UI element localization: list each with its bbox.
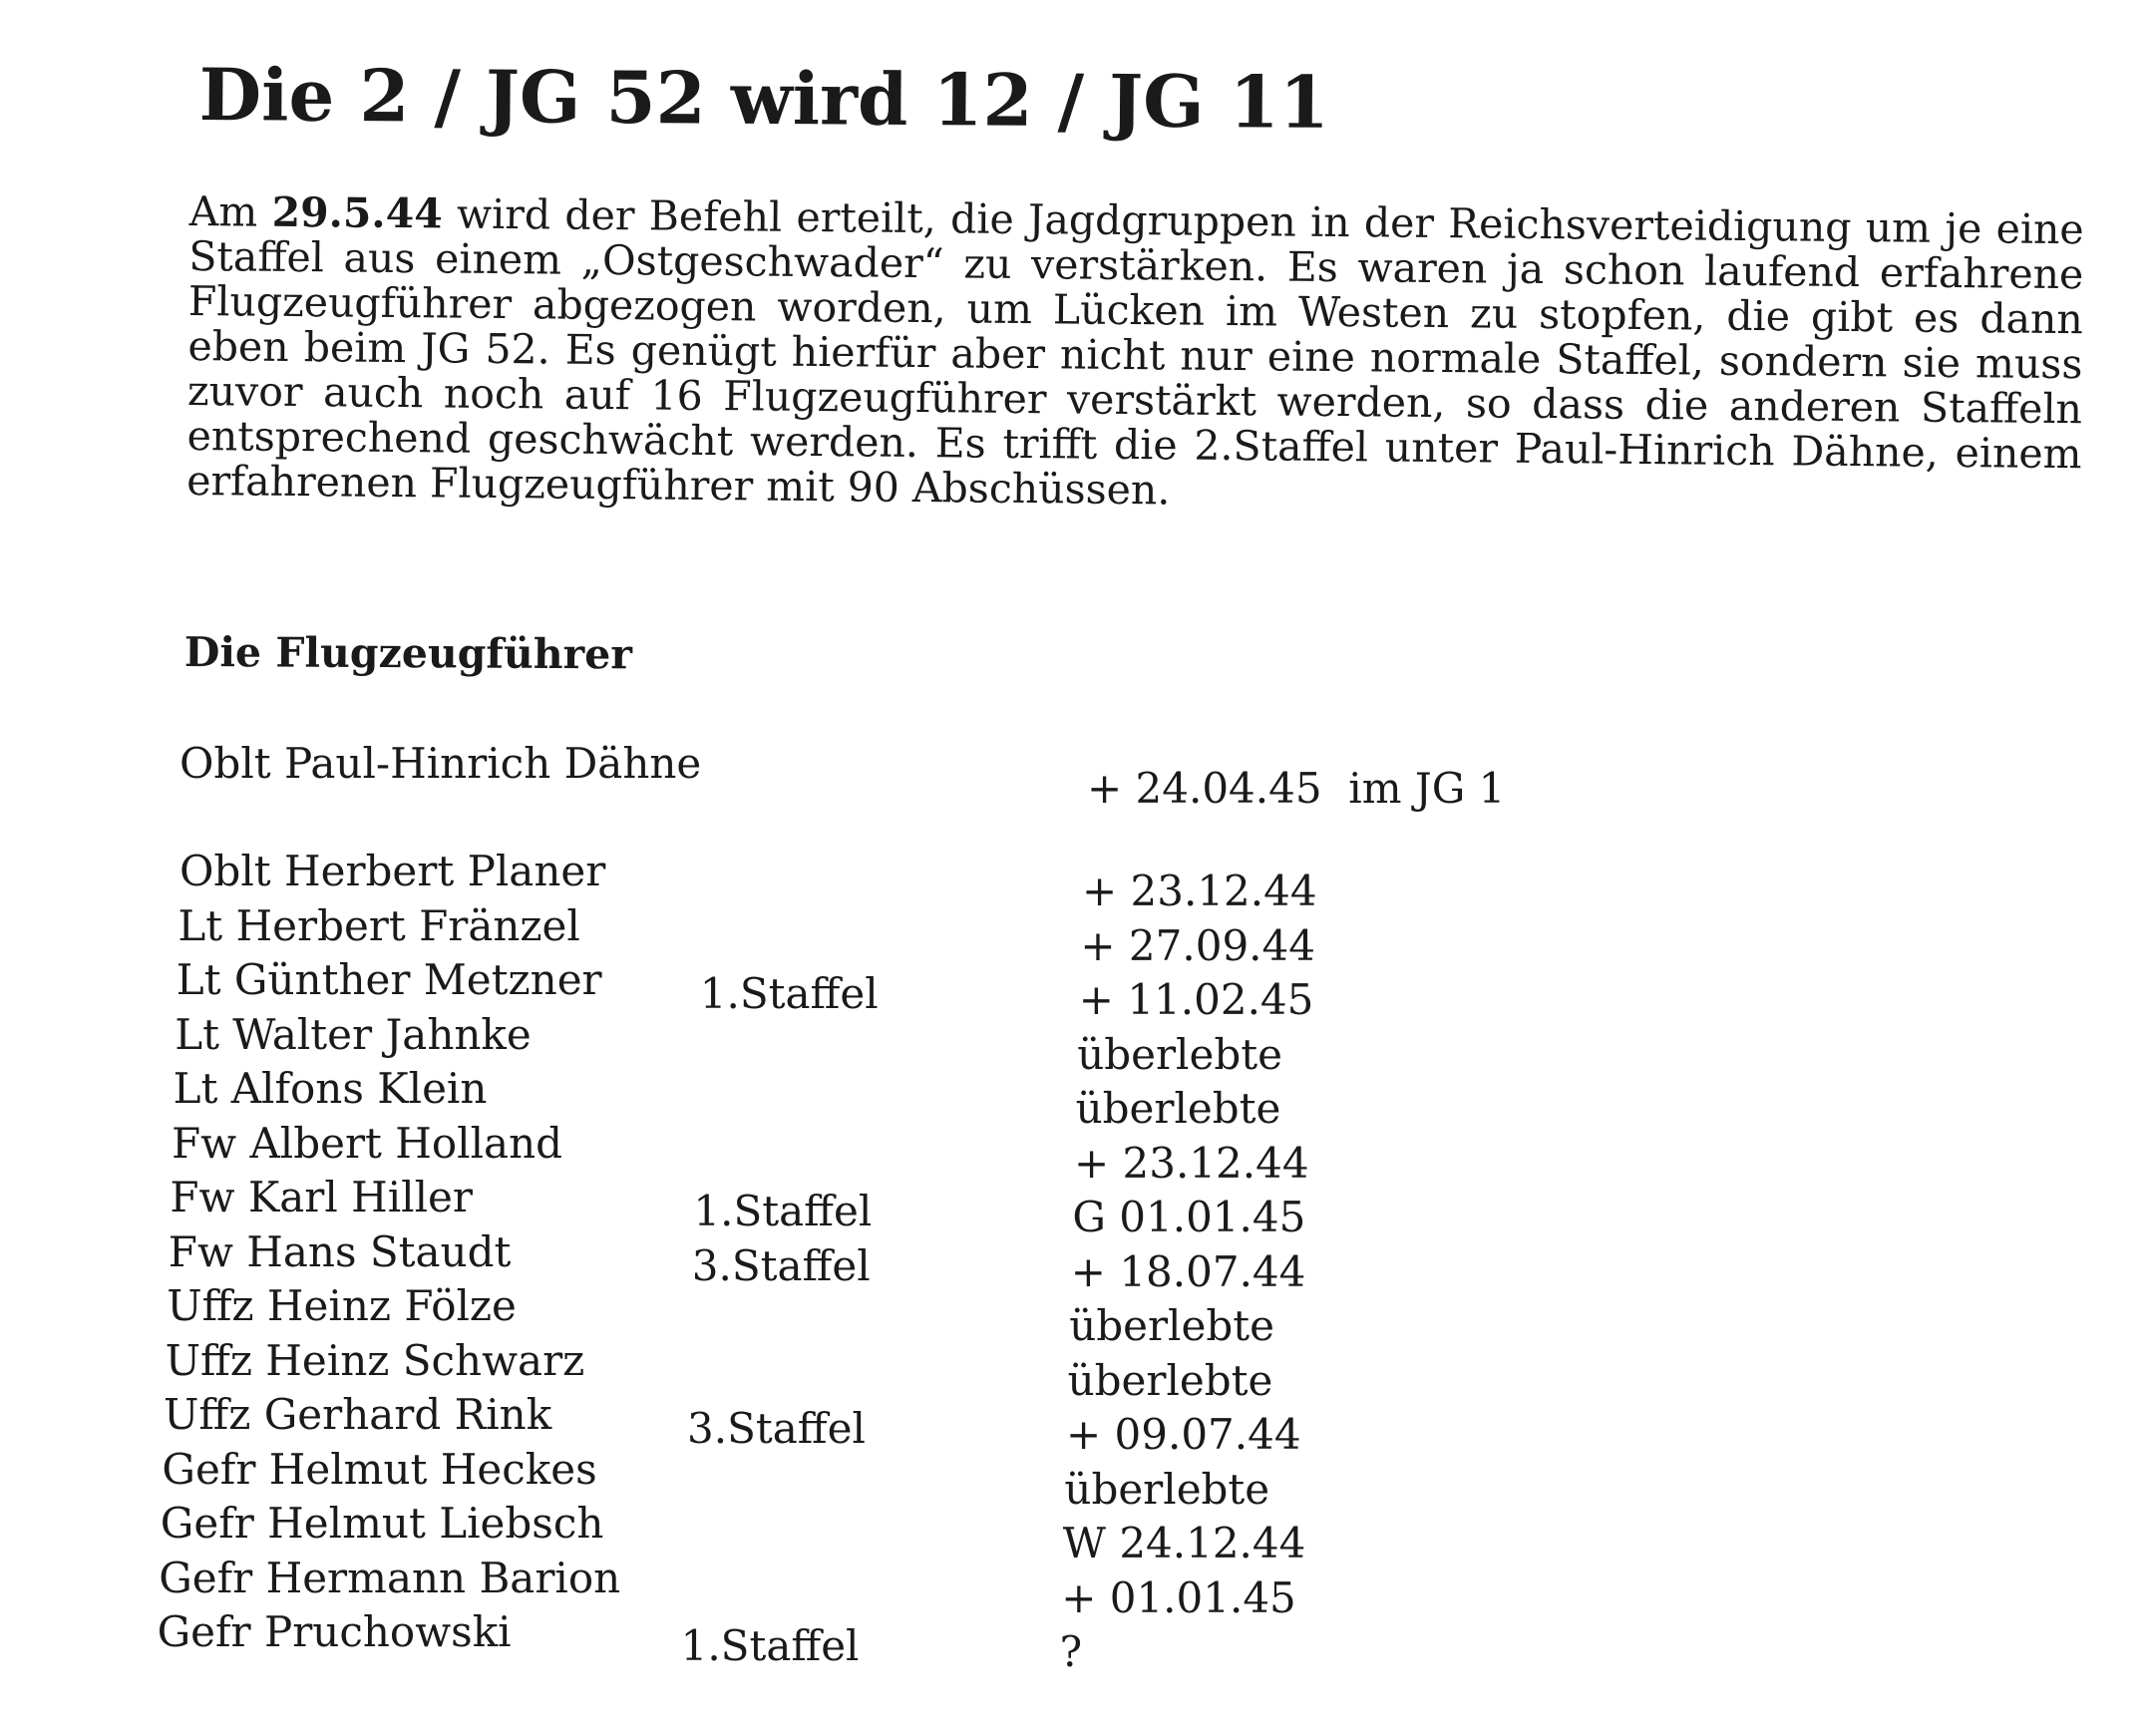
pilot-name: Gefr Helmut Heckes xyxy=(162,1444,597,1494)
pilot-fate: + 27.09.44 xyxy=(1080,920,1315,970)
pilot-fate: + 11.02.45 xyxy=(1078,975,1314,1024)
pilot-name: Gefr Hermann Barion xyxy=(159,1553,621,1602)
pilot-name: Gefr Pruchowski xyxy=(157,1607,512,1656)
pilot-name: Fw Hans Staudt xyxy=(168,1226,512,1276)
pilot-staffel: 3.Staffel xyxy=(687,1404,866,1453)
pilot-name: Uffz Gerhard Rink xyxy=(164,1390,552,1439)
pilot-fate: überlebte xyxy=(1075,1084,1281,1133)
pilot-staffel: 1.Staffel xyxy=(693,1187,873,1235)
pilot-fate: überlebte xyxy=(1067,1355,1273,1405)
pilot-name: Lt Alfons Klein xyxy=(173,1064,488,1113)
pilot-staffel: 3.Staffel xyxy=(691,1240,871,1290)
pilot-fate: überlebte xyxy=(1064,1464,1270,1514)
pilot-fate: + 09.07.44 xyxy=(1066,1410,1301,1459)
pilot-fate: überlebte xyxy=(1077,1029,1282,1079)
intro-paragraph xyxy=(186,189,2084,521)
pilot-fate: W 24.12.44 xyxy=(1062,1519,1306,1567)
pilot-name: Uffz Heinz Fölze xyxy=(167,1281,517,1330)
intro-date: 29.5.44 xyxy=(271,187,443,238)
pilot-fate: überlebte xyxy=(1069,1301,1274,1350)
pilot-name: Fw Karl Hiller xyxy=(170,1173,473,1221)
pilot-name: Lt Herbert Fränzel xyxy=(178,900,580,950)
pilot-name: Fw Albert Holland xyxy=(172,1118,563,1168)
pilots-heading: Die Flugzeugführer xyxy=(183,628,633,679)
pilot-fate: + 23.12.44 xyxy=(1074,1138,1309,1188)
pilot-fate: + 01.01.45 xyxy=(1061,1572,1296,1622)
pilot-staffel: 1.Staffel xyxy=(680,1621,860,1670)
leader-fate-cell xyxy=(1087,764,1506,813)
leader-name: Oblt Paul-Hinrich Dähne xyxy=(179,739,702,788)
pilot-name: Lt Günther Metzner xyxy=(176,955,602,1004)
pilot-name: Lt Walter Jahnke xyxy=(175,1009,532,1059)
pilot-name: Gefr Helmut Liebsch xyxy=(160,1499,604,1548)
pilot-fate: ? xyxy=(1059,1627,1083,1676)
intro-lead: Am xyxy=(188,187,272,236)
leader-fate: + 24.04.45 xyxy=(1087,764,1322,813)
leader-name-cell xyxy=(179,739,702,788)
pilot-staffel: 1.Staffel xyxy=(699,969,879,1018)
leader-note: im JG 1 xyxy=(1348,764,1506,813)
pilot-fate: G 01.01.45 xyxy=(1072,1193,1306,1241)
page-title: Die 2 / JG 52 wird 12 / JG 11 xyxy=(198,52,1330,145)
intro-text: wird der Befehl erteilt, die Jagdgruppen in der Reichsverteidigung um je eine Staffel aus einem „Ostgeschwader“ zu verstärken. Es waren ja schon laufend erfahrene Flugzeugführer abgezogen worden, um Lücken im Westen zu stopfen, die gibt es dann eben beim JG 52. Es genügt hierfür aber nicht nur eine normale Staffel, sondern sie muss zuvor auch noch auf 16 Flugzeugführer verstärkt werden, so dass die anderen Staffeln entsprechend geschwächt werden. Es trifft die 2.Staffel unter Paul-Hinrich Dähne, einem erfahrenen Flugzeugführer mit 90 Abschüssen. xyxy=(185,189,2084,515)
pilot-fate: + 18.07.44 xyxy=(1070,1246,1306,1296)
pilot-name: Uffz Heinz Schwarz xyxy=(165,1335,585,1385)
pilot-fate: + 23.12.44 xyxy=(1082,867,1317,915)
pilot-name: Oblt Herbert Planer xyxy=(179,847,606,895)
